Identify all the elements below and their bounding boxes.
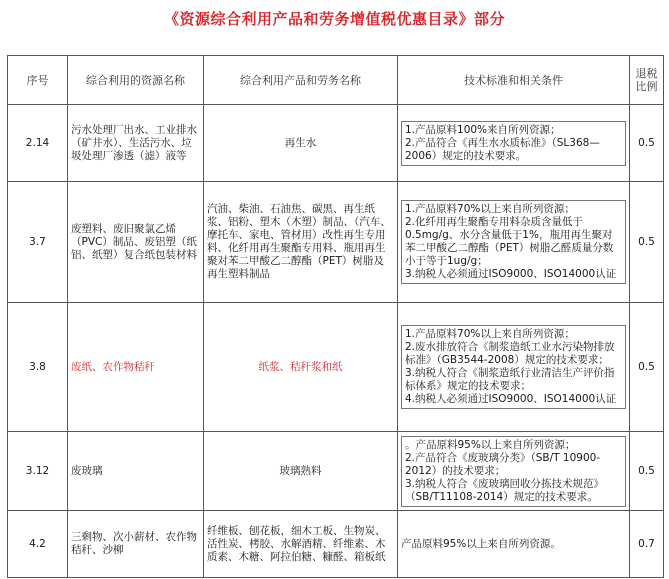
row-resource: 三剩物、次小薪材、农作物秸秆、沙柳 (68, 511, 204, 578)
row-rate: 0.5 (630, 432, 664, 511)
conditions-box (401, 436, 626, 507)
condition-line: 产品原料95%以上来自所列资源。 (401, 537, 561, 550)
condition-line: 1.产品原料70%以上来自所列资源； (405, 328, 575, 340)
conditions-box (401, 121, 626, 166)
condition-line: 。产品原料95%以上来自所列资源； (405, 438, 576, 451)
row-resource: 废纸、农作物秸秆 (68, 303, 204, 432)
row-rate: 0.5 (630, 303, 664, 432)
header-resource: 综合利用的资源名称 (68, 56, 204, 105)
table-row (8, 182, 664, 303)
row-rate: 0.5 (630, 105, 664, 182)
conditions-box (401, 200, 626, 284)
row-no: 2.14 (8, 105, 68, 182)
row-conditions (398, 303, 630, 432)
condition-line: 1.产品原料70%以上来自所列资源； (405, 203, 575, 215)
row-product: 再生水 (204, 105, 398, 182)
condition-line: 2.化纤用再生聚酯专用料杂质含量低于0.5mg/g、水分含量低于1%，瓶用再生聚对苯二甲酸乙二醇酯（PET）树脂乙醛质量分数小于等于1ug/g； (405, 216, 614, 267)
row-rate: 0.7 (630, 511, 664, 578)
condition-line: 3.纳税人必须通过ISO9000、ISO14000认证 (405, 268, 617, 280)
row-resource: 废玻璃 (68, 432, 204, 511)
table-row (8, 303, 664, 432)
condition-line: 2.产品符合《废玻璃分类》（SB/T 10900-2012）的技术要求； (405, 451, 601, 477)
row-conditions (398, 511, 630, 578)
row-rate: 0.5 (630, 182, 664, 303)
row-no: 4.2 (8, 511, 68, 578)
table-row (8, 105, 664, 182)
row-conditions (398, 105, 630, 182)
row-no: 3.8 (8, 303, 68, 432)
row-conditions (398, 182, 630, 303)
table-row (8, 511, 664, 578)
table-row (8, 432, 664, 511)
row-resource: 污水处理厂出水、工业排水（矿井水）、生活污水、垃圾处理厂渗透（滤）液等 (68, 105, 204, 182)
condition-line: 3.纳税人符合《废玻璃回收分拣技术规范》（SB/T11108-2014）规定的技术要求。 (405, 477, 605, 503)
condition-line: 3.纳税人符合《制浆造纸行业清洁生产评价指标体系》规定的技术要求； (405, 367, 615, 392)
row-conditions (398, 432, 630, 511)
row-product-text: 纤维板、刨花板，细木工板、生物炭、活性炭、栲胶、水解酒精、纤维素、木质素、木糖、阿拉伯糖、糠醛、箱板纸 (207, 524, 386, 563)
row-product (204, 511, 398, 578)
row-no: 3.12 (8, 432, 68, 511)
header-rate: 退税比例 (630, 56, 664, 105)
tax-catalog-table (7, 55, 664, 578)
header-product: 综合利用产品和劳务名称 (204, 56, 398, 105)
condition-line: 1.产品原料100%来自所列资源； (405, 123, 561, 136)
condition-line: 2.产品符合《再生水水质标准》（SL368—2006）规定的技术要求。 (405, 136, 600, 162)
header-no: 序号 (8, 56, 68, 105)
condition-line: 4.纳税人必须通过ISO9000、ISO14000认证 (405, 393, 617, 405)
row-no: 3.7 (8, 182, 68, 303)
row-product: 玻璃熟料 (204, 432, 398, 511)
condition-line: 2.废水排放符合《制浆造纸工业水污染物排放标准》（GB3544-2008）规定的技术要求； (405, 341, 615, 366)
table-header-row (8, 56, 664, 105)
conditions-box (401, 325, 626, 409)
page-title: 《资源综合利用产品和劳务增值税优惠目录》部分 (163, 10, 505, 28)
row-product: 汽油、柴油、石油焦、碳黑、再生纸浆、铝粉、塑木（木塑）制品、（汽车、摩托车、家电、管材用）改性再生专用料、化纤用再生聚酯专用料、瓶用再生聚对苯二甲酸乙二醇酯（PET）树脂及再生塑料制品 (204, 182, 398, 303)
row-resource: 废塑料、废旧聚氯乙烯（PVC）制品、废铝塑（纸铝、纸塑）复合纸包装材料 (68, 182, 204, 303)
header-condition: 技术标准和相关条件 (398, 56, 630, 105)
row-product: 纸浆、秸秆浆和纸 (204, 303, 398, 432)
